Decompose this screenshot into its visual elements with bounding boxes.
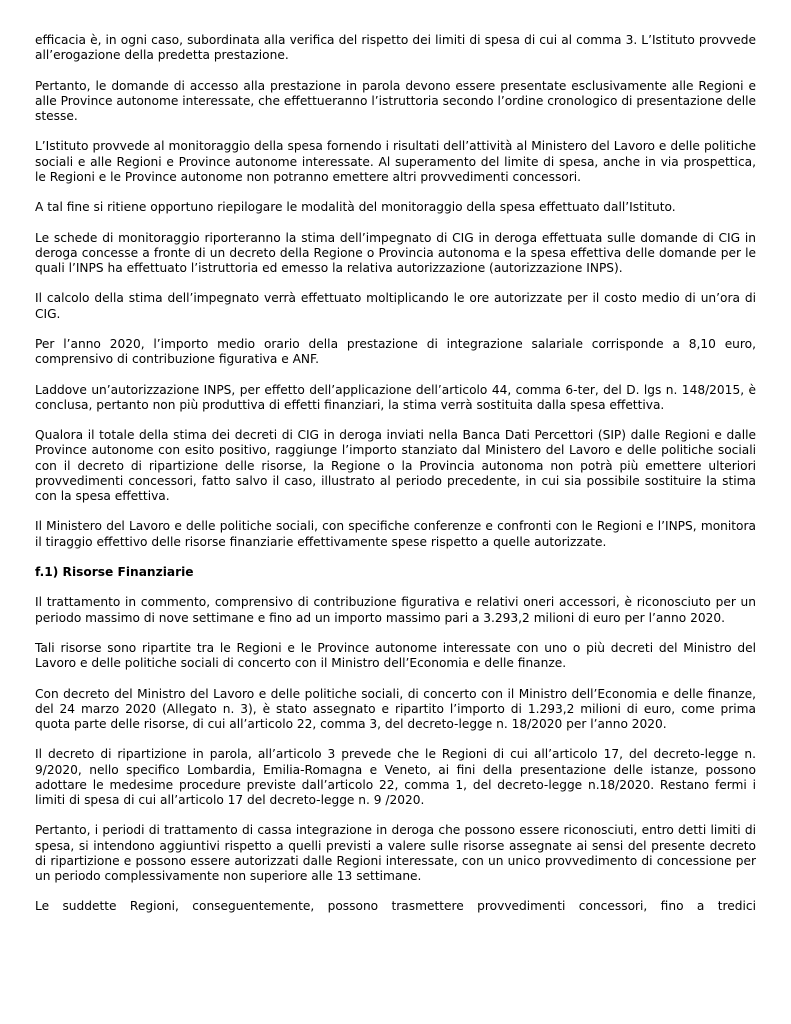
paragraph: Le schede di monitoraggio riporteranno la stima dell’impegnato di CIG in deroga effettuata sulle domande di CIG in deroga concesse a fronte di un decreto della Regione o Provincia autonoma e la spesa effettiva delle domande per le quali l’INPS ha effettuato l’istruttoria ed emesso la relativa autorizzazione (autorizzazione INPS).: [35, 230, 756, 275]
paragraph: Tali risorse sono ripartite tra le Regioni e le Province autonome interessate con uno o più decreti del Ministro del Lavoro e delle politiche sociali di concerto con il Ministro dell’Economia e delle finanze.: [35, 640, 756, 671]
paragraph: Il Ministero del Lavoro e delle politiche sociali, con specifiche conferenze e confronti con le Regioni e l’INPS, monitora il tiraggio effettivo delle risorse finanziarie effettivamente spese rispetto a quelle autorizzate.: [35, 519, 756, 549]
paragraph: A tal fine si ritiene opportuno riepilogare le modalità del monitoraggio della spesa effettuato dall’Istituto.: [35, 200, 676, 215]
paragraph: Pertanto, le domande di accesso alla prestazione in parola devono essere presentate esclusivamente alle Regioni e alle Province autonome interessate, che effettueranno l’istruttoria secondo l’ordine cronologico di presentazione delle stesse.: [35, 78, 756, 123]
paragraph: Con decreto del Ministro del Lavoro e delle politiche sociali, di concerto con il Ministro dell’Economia e delle finanze, del 24 marzo 2020 (Allegato n. 3), è stato assegnato e ripartito l’importo di 1.293,2 milioni di euro, come prima quota parte delle risorse, di cui all’articolo 22, comma 3, del decreto-legge n. 18/2020 per l’anno 2020.: [35, 686, 756, 731]
paragraph: L’Istituto provvede al monitoraggio della spesa fornendo i risultati dell’attività al Ministero del Lavoro e delle politiche sociali e alle Regioni e Province autonome interessate. Al superamento del limite di spesa, anche in via prospettica, le Regioni e le Province autonome non potranno emettere altri provvedimenti concessori.: [35, 139, 756, 184]
document-page: [35, 33, 756, 915]
paragraph: Laddove un’autorizzazione INPS, per effetto dell’applicazione dell’articolo 44, comma 6-ter, del D. lgs n. 148/2015, è conclusa, pertanto non più produttiva di effetti finanziari, la stima verrà sostituita dalla spesa effettiva.: [35, 382, 756, 412]
paragraph: Il trattamento in commento, comprensivo di contribuzione figurativa e relativi oneri accessori, è riconosciuto per un periodo massimo di nove settimane e fino ad un importo massimo pari a 3.293,2 milioni di euro per l’anno 2020.: [35, 595, 756, 625]
paragraph-truncated: Le suddette Regioni, conseguentemente, possono trasmettere provvedimenti concessori, fino a tredici: [35, 899, 756, 914]
paragraph: Qualora il totale della stima dei decreti di CIG in deroga inviati nella Banca Dati Percettori (SIP) dalle Regioni e dalle Province autonome con esito positivo, raggiunge l’importo stanziato dal Ministero del Lavoro e delle politiche sociali con il decreto di ripartizione delle risorse, la Regione o la Provincia autonoma non potrà più emettere ulteriori provvedimenti concessori, fatto salvo il caso, illustrato al periodo precedente, in cui sia possibile sostituire la stima con la spesa effettiva.: [35, 428, 756, 503]
paragraph: Pertanto, i periodi di trattamento di cassa integrazione in deroga che possono essere riconosciuti, entro detti limiti di spesa, si intendono aggiuntivi rispetto a quelli previsti a valere sulle risorse assegnate ai sensi del presente decreto di ripartizione e possono essere autorizzati dalle Regioni interessate, con un unico provvedimento di concessione per un periodo complessivamente non superiore alle 13 settimane.: [35, 823, 756, 883]
paragraph: Per l’anno 2020, l’importo medio orario della prestazione di integrazione salariale corrisponde a 8,10 euro, comprensivo di contribuzione figurativa e ANF.: [35, 336, 756, 367]
section-heading: f.1) Risorse Finanziarie: [35, 564, 194, 579]
paragraph: efficacia è, in ogni caso, subordinata alla verifica del rispetto dei limiti di spesa di cui al comma 3. L’Istituto provvede all’erogazione della predetta prestazione.: [35, 33, 756, 63]
paragraph: Il decreto di ripartizione in parola, all’articolo 3 prevede che le Regioni di cui all’articolo 17, del decreto-legge n. 9/2020, nello specifico Lombardia, Emilia-Romagna e Veneto, ai fini della presentazione delle istanze, possono adottare le medesime procedure previste dall’articolo 22, comma 1, del decreto-legge n.18/2020. Restano fermi i limiti di spesa di cui all’articolo 17 del decreto-legge n. 9 /2020.: [35, 747, 756, 807]
paragraph: Il calcolo della stima dell’impegnato verrà effettuato moltiplicando le ore autorizzate per il costo medio di un’ora di CIG.: [35, 291, 756, 321]
